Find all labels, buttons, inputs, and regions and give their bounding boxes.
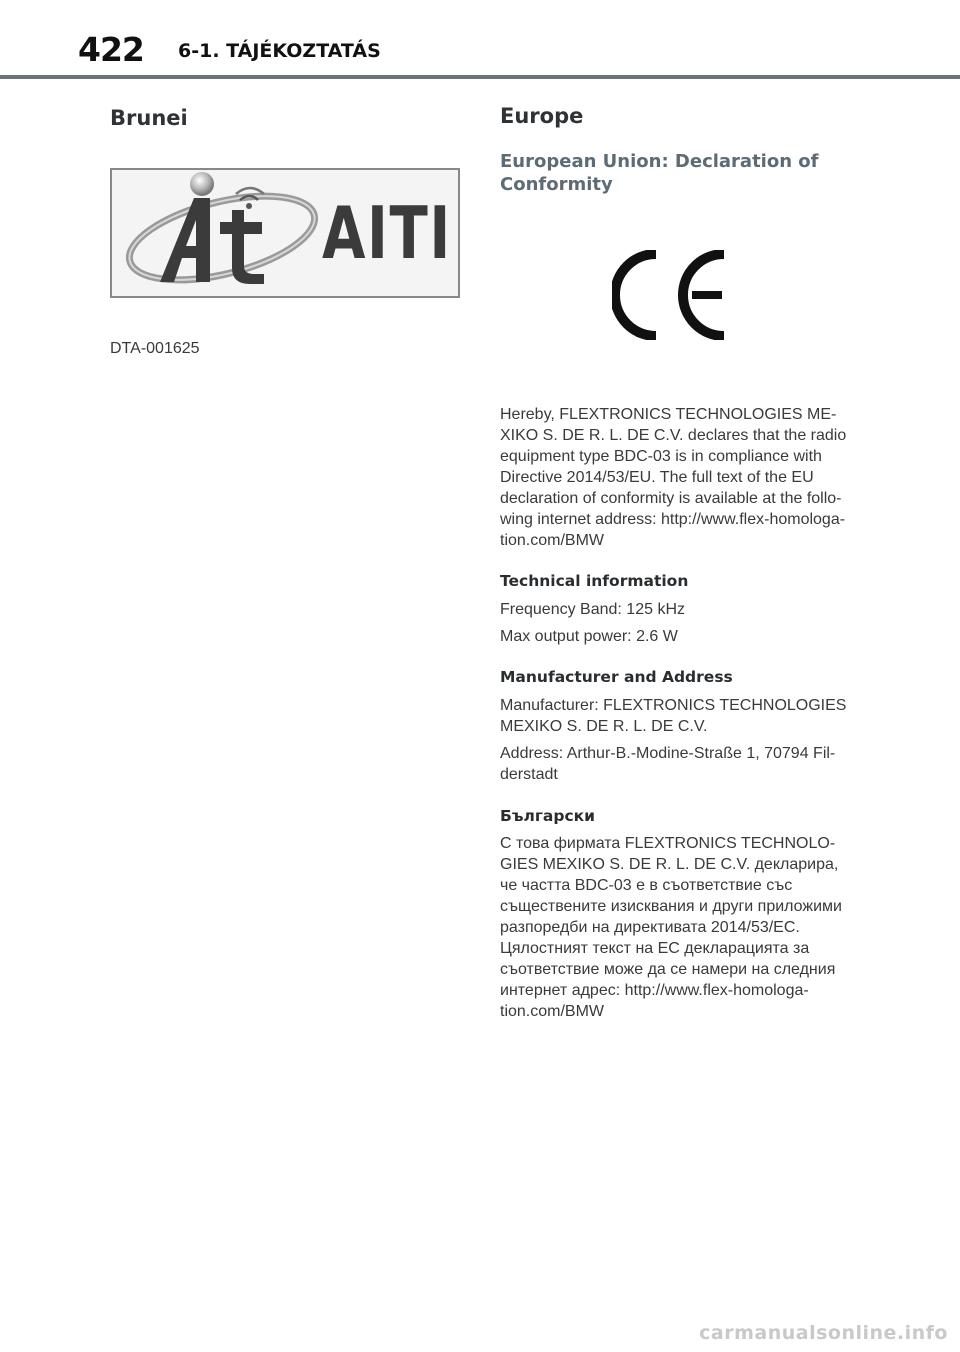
address-line: derstadt [500, 766, 558, 783]
ce-mark-icon [612, 250, 732, 345]
bulgarian-line: С това фирмата FLEXTRONICS TECHNOLO- [500, 835, 836, 852]
manufacturer-name [500, 695, 860, 737]
eu-declaration-heading: European Union: Declaration of Conformity [500, 151, 819, 195]
manufacturer-address [500, 743, 860, 785]
watermark: carmanualsonline.info [699, 1322, 948, 1344]
declaration-text [500, 404, 860, 551]
declaration-line: wing internet address: http://www.flex-homologa- [500, 511, 846, 528]
section-title: 6-1. TÁJÉKOZTATÁS [178, 40, 381, 62]
bulgarian-line: GIES MEXIKO S. DE R. L. DE C.V. декларира, [500, 856, 839, 873]
declaration-line: declaration of conformity is available at the follo- [500, 490, 842, 507]
declaration-line: Hereby, FLEXTRONICS TECHNOLOGIES ME- [500, 406, 837, 423]
bulgarian-heading: Български [500, 807, 596, 825]
manufacturer-line: Manufacturer: FLEXTRONICS TECHNOLOGIES [500, 697, 847, 714]
bulgarian-line: tion.com/BMW [500, 1003, 605, 1020]
declaration-line: tion.com/BMW [500, 532, 605, 549]
bulgarian-line: съществените изисквания и други приложими [500, 898, 842, 915]
aiti-logo [110, 168, 460, 298]
page-number: 422 [78, 30, 144, 69]
brunei-heading: Brunei [110, 106, 188, 130]
manufacturer-line: MEXIKO S. DE R. L. DE C.V. [500, 718, 708, 735]
declaration-line: Directive 2014/53/EU. The full text of the EU [500, 469, 814, 486]
address-line: Address: Arthur-B.-Modine-Straße 1, 70794 Fil- [500, 745, 836, 762]
max-output-power: Max output power: 2.6 W [500, 628, 678, 645]
europe-heading: Europe [500, 104, 584, 128]
bulgarian-line: Цялостният текст на ЕС декларацията за [500, 940, 810, 957]
declaration-line: equipment type BDC-03 is in compliance with [500, 448, 822, 465]
bulgarian-line: съответствие може да се намери на следния [500, 961, 836, 978]
header-rule [0, 75, 960, 79]
technical-info-heading: Technical information [500, 572, 689, 590]
frequency-band: Frequency Band: 125 kHz [500, 601, 685, 618]
bulgarian-line: разпоредби на директивата 2014/53/EC. [500, 919, 800, 936]
bulgarian-line: че частта BDC-03 е в съответствие със [500, 877, 793, 894]
bulgarian-line: интернет адрес: http://www.flex-homologa- [500, 982, 809, 999]
approval-code: DTA-001625 [110, 340, 200, 357]
aiti-logo-text: AITI [322, 191, 452, 275]
manufacturer-heading: Manufacturer and Address [500, 668, 733, 686]
bulgarian-text [500, 833, 860, 1022]
declaration-line: XIKO S. DE R. L. DE C.V. declares that the radio [500, 427, 847, 444]
